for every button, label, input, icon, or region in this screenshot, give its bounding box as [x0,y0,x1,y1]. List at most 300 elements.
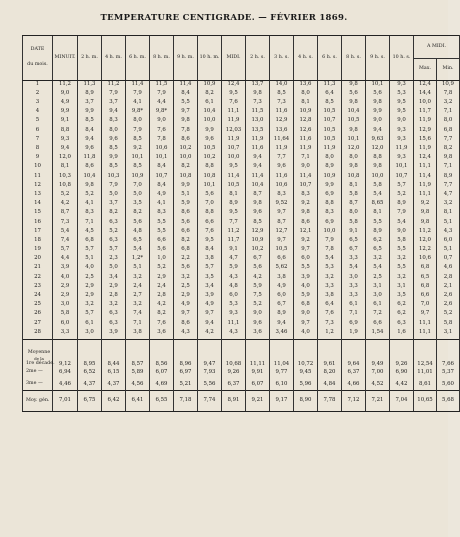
temperature-cell: 2,7 [126,291,150,300]
temperature-cell: 5,5 [174,98,198,107]
table-row [23,81,460,90]
temperature-cell: 5,2 [390,190,414,199]
temperature-cell: 9,7 [174,107,198,116]
temperature-cell: 7,4 [53,236,78,245]
day-number: 5 [23,117,53,126]
temperature-cell: 7,5 [246,291,270,300]
temperature-cell: 9,8 [342,126,366,135]
temperature-cell: 11,8 [78,153,102,162]
day-number: 22 [23,273,53,282]
temperature-cell: 9,3 [390,153,414,162]
temperature-cell: 8,65 [366,199,390,208]
temperature-cell: 11,6 [270,172,294,181]
temperature-cell: 9,9 [53,107,78,116]
temperature-cell: 10,1 [342,135,366,144]
mean-cell: 6,37 [222,379,246,391]
temperature-cell: 3,2 [437,199,460,208]
mean-cell: 5,21 [174,379,198,391]
temperature-cell: 10,6 [150,144,174,153]
column-header: 2 h. m. [78,36,102,81]
temperature-cell: 6,0 [222,291,246,300]
temperature-cell: 7,1 [78,218,102,227]
temperature-cell: 9,5 [222,208,246,217]
temperature-cell: 8,0 [294,89,318,98]
temperature-cell: 8,5 [102,144,126,153]
table-row [23,153,460,162]
mean-label [23,340,53,367]
mean-cell: 10,72 [294,340,318,367]
temperature-cell: 7,3 [246,98,270,107]
temperature-cell: 11,2 [53,81,78,90]
temperature-cell: 4,0 [53,273,78,282]
temperature-cell: 6,6 [198,218,222,227]
day-number: 7 [23,135,53,144]
max-header: Max. [414,59,437,81]
temperature-cell: 6,0 [53,319,78,328]
mean-cell: 9,91 [246,367,270,379]
temperature-cell: 2,8 [437,273,460,282]
temperature-cell: 12,9 [246,227,270,236]
temperature-cell: 7,0 [414,300,437,309]
temperature-cell: 9,0 [390,117,414,126]
temperature-cell: 12,4 [222,81,246,90]
temperature-cell: 11,4 [246,172,270,181]
temperature-cell: 5,6 [366,89,390,98]
temperature-cell: 4,0 [294,328,318,340]
day-number: 20 [23,254,53,263]
general-mean-cell: 8,90 [294,391,318,412]
temperature-cell: 12,4 [414,81,437,90]
temperature-cell: 9,7 [198,310,222,319]
temperature-cell: 11,1 [414,328,437,340]
mean-cell: 9,61 [318,340,342,367]
temperature-cell: 10,8 [342,172,366,181]
column-header: 9 h. s. [366,36,390,81]
day-number: 9 [23,153,53,162]
temperature-cell: 7,6 [198,227,222,236]
temperature-cell: 7,7 [437,135,460,144]
temperature-cell: 8,7 [342,199,366,208]
temperature-cell: 2,9 [78,291,102,300]
temperature-cell: 9,8 [437,153,460,162]
temperature-cell: 5,4 [126,245,150,254]
temperature-cell: 9,8 [78,181,102,190]
mean-cell: 9,12 [53,340,78,367]
temperature-cell: 10,7 [150,172,174,181]
temperature-cell: 11,4 [414,172,437,181]
temperature-cell: 5,9 [294,291,318,300]
mean-cell: 4,84 [318,379,342,391]
temperature-cell: 10,6 [270,181,294,190]
temperature-cell: 6,6 [414,291,437,300]
temperature-cell: 9,2 [414,199,437,208]
temperature-cell: 7,1 [342,310,366,319]
table-row [23,98,460,107]
temperature-cell: 8,5 [246,218,270,227]
temperature-cell: 11,4 [174,81,198,90]
temperature-cell: 9,8 [174,117,198,126]
mean-cell: 6,97 [174,367,198,379]
temperature-cell: 10,0 [174,153,198,162]
temperature-cell: 8,4 [150,163,174,172]
temperature-cell: 8,6 [78,163,102,172]
temperature-cell: 12,9 [270,117,294,126]
column-header: 8 h. m. [150,36,174,81]
temperature-cell: 3,1 [437,328,460,340]
table-row [23,254,460,263]
temperature-cell: 5,8 [437,319,460,328]
temperature-cell: 8,2 [174,163,198,172]
temperature-cell: 2,4 [150,282,174,291]
temperature-cell: 5,8 [390,236,414,245]
temperature-cell: 2,4 [126,282,150,291]
temperature-cell: 2,9 [78,282,102,291]
temperature-cell: 2,9 [174,291,198,300]
a-midi-header: A MIDI. [414,36,460,59]
temperature-cell: 5,0 [102,190,126,199]
temperature-cell: 7,6 [318,310,342,319]
mean-row [23,379,460,391]
temperature-cell: 8,9 [437,172,460,181]
temperature-cell: 4,9 [198,300,222,309]
temperature-cell: 15,6 [414,135,437,144]
temperature-cell: 7,8 [437,89,460,98]
temperature-cell: 3,5 [390,291,414,300]
column-header: 3 h. s. [270,36,294,81]
temperature-cell: 12,4 [414,153,437,162]
temperature-cell: 5,6 [174,264,198,273]
temperature-cell: 2,9 [102,282,126,291]
temperature-cell: 12,0 [366,144,390,153]
temperature-cell: 7,4 [126,310,150,319]
daily-rows [23,81,460,340]
temperature-cell: 5,62 [270,264,294,273]
temperature-cell: 12,9 [414,126,437,135]
mean-cell: 6,52 [78,367,102,379]
temperature-cell: 2,9 [53,291,78,300]
temperature-cell: 6,8 [174,245,198,254]
temperature-cell: 9,3 [222,310,246,319]
temperature-cell: 0,7 [437,254,460,263]
temperature-cell: 9,8 [414,218,437,227]
temperature-cell: 11,1 [222,319,246,328]
temperature-cell: 11,1 [414,190,437,199]
temperature-cell: 7,3 [53,218,78,227]
temperature-cell: 8,1 [222,190,246,199]
temperature-cell: 8,4 [78,126,102,135]
temperature-cell: 7,9 [150,89,174,98]
temperature-cell: 9,52 [270,199,294,208]
temperature-cell: 2,8 [150,291,174,300]
temperature-cell: 3,3 [53,328,78,340]
temperature-cell: 11,9 [318,144,342,153]
temperature-cell: 11,9 [222,135,246,144]
temperature-cell: 8,2 [437,144,460,153]
temperature-cell: 6,9 [318,218,342,227]
temperature-cell: 11,1 [414,163,437,172]
temperature-cell: 6,1 [342,300,366,309]
temperature-cell: 8,1 [342,181,366,190]
temperature-cell: 9,8 [294,208,318,217]
temperature-cell: 10,5 [318,135,342,144]
temperature-cell: 11,6 [270,107,294,116]
temperature-cell: 10,1 [126,153,150,162]
temperature-cell: 10,8 [198,172,222,181]
temperature-cell: 3,9 [53,264,78,273]
mean-cell: 5,96 [294,379,318,391]
general-mean-cell: 10,65 [414,391,437,412]
temperature-cell: 9,8* [150,107,174,116]
mean-cell: 9,26 [222,367,246,379]
temperature-cell: 9,6 [102,135,126,144]
temperature-cell: 2,5 [366,273,390,282]
temperature-cell: 8,2 [174,236,198,245]
temperature-cell: 8,9 [78,89,102,98]
mean-cell: 6,90 [390,367,414,379]
temperature-cell: 7,0 [126,181,150,190]
temperature-cell: 10,5 [270,245,294,254]
decade-label: 2me — [23,367,53,379]
mean-cell: 4,37 [102,379,126,391]
temperature-cell: 11,9 [414,117,437,126]
temperature-cell: 4,0 [294,282,318,291]
temperature-cell: 5,3 [390,89,414,98]
temperature-cell: 6,3 [102,310,126,319]
temperature-cell: 7,1 [126,319,150,328]
temperature-cell: 5,1 [437,245,460,254]
date-column-header [23,36,53,81]
mean-cell: 9,47 [198,340,222,367]
temperature-cell: 4,8 [126,227,150,236]
temperature-cell: 3,3 [342,291,366,300]
day-number: 1 [23,81,53,90]
temperature-cell: 7,0 [198,199,222,208]
temperature-cell: 11,3 [318,81,342,90]
table-row [23,282,460,291]
table-row [23,208,460,217]
temperature-cell: 5,7 [390,181,414,190]
temperature-cell: 8,6 [174,208,198,217]
day-number: 24 [23,291,53,300]
temperature-cell: 3,9 [198,291,222,300]
temperature-cell: 7,9 [102,181,126,190]
min-header: Min. [437,59,460,81]
table-row [23,300,460,309]
temperature-cell: 10,9 [318,172,342,181]
temperature-cell: 10,4 [342,107,366,116]
day-number: 23 [23,282,53,291]
temperature-cell: 9,8 [366,98,390,107]
temperature-cell: 8,9 [222,199,246,208]
temperature-cell: 1,0 [150,254,174,263]
temperature-cell: 9,2 [126,144,150,153]
temperature-cell: 9,9 [102,153,126,162]
temperature-cell: 9,6 [270,163,294,172]
column-header: 8 h. s. [342,36,366,81]
day-number: 2 [23,89,53,98]
mean-cell: 8,56 [150,340,174,367]
temperature-cell: 2,5 [174,282,198,291]
temperature-cell: 9,6 [246,208,270,217]
temperature-cell: 9,4 [246,153,270,162]
temperature-cell: 13,7 [246,81,270,90]
temperature-cell: 9,1 [342,227,366,236]
de-la-label: de la [34,356,44,362]
table-row [23,264,460,273]
temperature-cell: 6,3 [102,236,126,245]
temperature-cell: 3,2 [102,300,126,309]
temperature-cell: 11,3 [78,81,102,90]
temperature-cell: 9,3 [390,126,414,135]
temperature-cell: 8,0 [126,117,150,126]
temperature-cell: 5,5 [150,227,174,236]
temperature-cell: 11,9 [390,144,414,153]
mean-cell: 4,37 [78,379,102,391]
temperature-cell: 10,5 [342,117,366,126]
temperature-cell: 3,3 [318,282,342,291]
temperature-cell: 3,3 [342,254,366,263]
temperature-cell: 10,7 [294,181,318,190]
temperature-cell: 13,6 [270,126,294,135]
temperature-cell: 5,6 [174,218,198,227]
temperature-cell: 10,0 [414,98,437,107]
general-mean-cell: 9,21 [246,391,270,412]
temperature-cell: 8,0 [342,153,366,162]
temperature-cell: 8,9 [366,227,390,236]
temperature-cell: 5,8 [53,310,78,319]
temperature-cell: 3,6 [150,328,174,340]
temperature-cell: 8,8 [53,126,78,135]
mean-cell: 9,49 [366,340,390,367]
temperature-cell: 5,0 [126,190,150,199]
temperature-cell: 4,8 [222,282,246,291]
temperature-cell: 9,6 [78,144,102,153]
mean-cell: 4,69 [150,379,174,391]
temperature-cell: 10,9 [126,172,150,181]
mean-cell: 8,44 [102,340,126,367]
temperature-cell: 8,5 [78,117,102,126]
temperature-cell: 10,2 [246,245,270,254]
temperature-cell: 4,1 [78,199,102,208]
temperature-cell: 4,3 [222,273,246,282]
temperature-cell: 7,8 [150,135,174,144]
column-header: 10 h. m. [198,36,222,81]
temperature-cell: 5,8 [366,181,390,190]
temperature-cell: 6,5 [126,236,150,245]
temperature-cell: 8,0 [318,153,342,162]
temperature-cell: 9,9 [198,126,222,135]
temperature-cell: 10,3 [102,172,126,181]
temperature-cell: 9,4 [246,163,270,172]
temperature-cell: 9,5 [198,236,222,245]
temperature-cell: 10,9 [246,236,270,245]
temperature-cell: 4,2 [150,300,174,309]
temperature-cell: 12,2 [414,245,437,254]
temperature-cell: 6,7 [270,300,294,309]
temperature-cell: 5,8 [342,190,366,199]
table-row [23,291,460,300]
temperature-cell: 6,6 [150,236,174,245]
temperature-cell: 8,7 [246,190,270,199]
temperature-cell: 9,7 [414,310,437,319]
table-row [23,117,460,126]
temperature-cell: 5,2 [246,300,270,309]
means-rows [23,340,460,391]
temperature-cell: 9,0 [246,310,270,319]
temperature-cell: 8,5 [270,89,294,98]
temperature-cell: 5,6 [246,264,270,273]
temperature-cell: 9,8 [342,81,366,90]
temperature-cell: 10,3 [53,172,78,181]
temperature-cell: 9,7 [270,208,294,217]
temperature-cell: 1,2* [126,254,150,263]
temperature-cell: 9,9 [174,181,198,190]
general-mean-cell: 6,75 [78,391,102,412]
temperature-cell: 10,0 [222,153,246,162]
table-row [23,319,460,328]
temperature-cell: 3,46 [270,328,294,340]
temperature-cell: 9,63 [366,135,390,144]
temperature-cell: 9,4 [270,319,294,328]
temperature-cell: 3,5 [198,273,222,282]
temperature-cell: 6,2 [366,236,390,245]
temperature-cell: 3,2 [390,273,414,282]
temperature-cell: 9,8 [246,89,270,98]
temperature-cell: 11,9 [414,144,437,153]
temperature-cell: 12,6 [294,126,318,135]
general-mean-cell: 6,42 [102,391,126,412]
temperature-cell: 9,4 [366,126,390,135]
temperature-cell: 10,2 [198,153,222,162]
date-label: DATE [30,47,45,53]
table-row [23,135,460,144]
temperature-cell: 5,1 [126,264,150,273]
decade-label: 1re décade. [26,361,55,367]
mean-cell: 11,11 [246,340,270,367]
temperature-cell: 4,9 [174,300,198,309]
temperature-cell: 8,1 [294,98,318,107]
general-mean-cell: 7,78 [318,391,342,412]
temperature-cell: 4,5 [78,227,102,236]
temperature-cell: 9,0 [366,117,390,126]
temperature-cell: 3,2 [318,273,342,282]
mean-cell: 5,56 [198,379,222,391]
temperature-cell: 6,0 [437,236,460,245]
general-mean-cell: 6,41 [126,391,150,412]
temperature-cell: 9,8 [366,163,390,172]
table-row [23,218,460,227]
day-number: 3 [23,98,53,107]
temperature-cell: 9,9 [366,107,390,116]
temperature-cell: 5,1 [174,190,198,199]
temperature-cell: 7,7 [437,181,460,190]
table-row [23,144,460,153]
temperature-cell: 3,5 [126,199,150,208]
temperature-cell: 7,6 [222,98,246,107]
temperature-cell: 11,6 [246,144,270,153]
table-row [23,126,460,135]
day-number: 18 [23,236,53,245]
temperature-cell: 5,2 [78,190,102,199]
mean-cell: 4,42 [390,379,414,391]
general-mean-cell: 7,04 [390,391,414,412]
temperature-cell: 8,3 [102,117,126,126]
temperature-cell: 8,5 [318,98,342,107]
temperature-cell: 4,9 [150,190,174,199]
temperature-cell: 4,7 [222,254,246,263]
table-row [23,190,460,199]
temperature-cell: 8,3 [294,190,318,199]
